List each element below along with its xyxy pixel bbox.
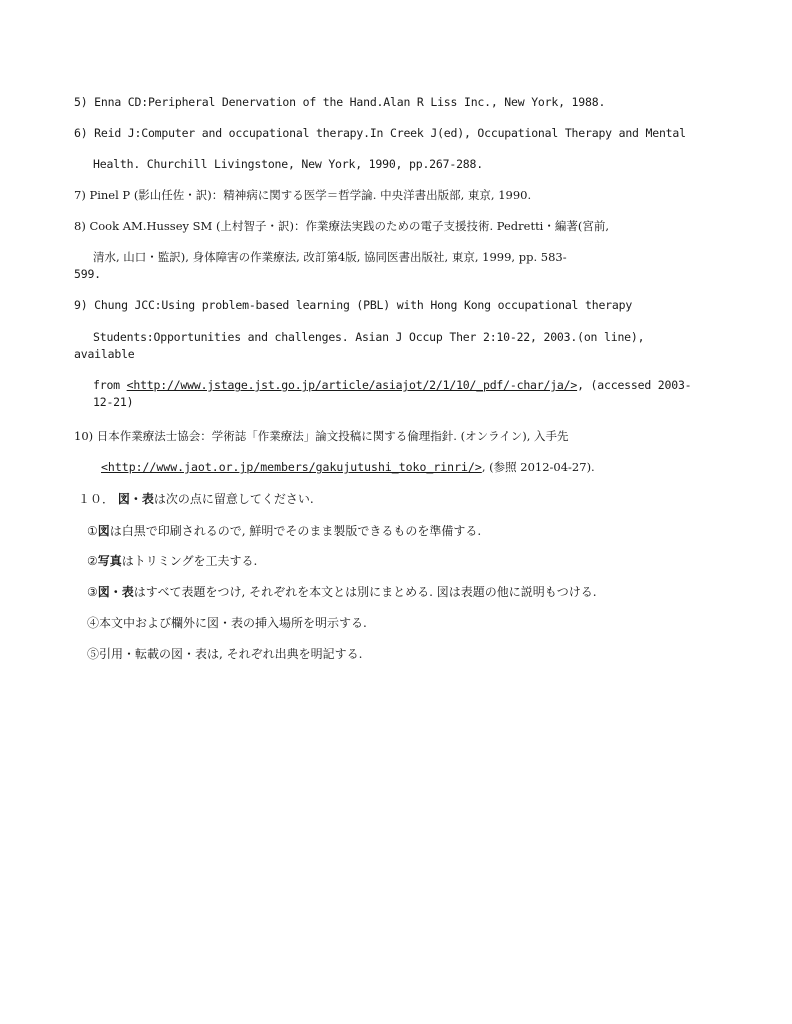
- reference-8-line-2: 清水, 山口・監訳), 身体障害の作業療法, 改訂第4版, 協同医書出版社, 東京, 1999, pp. 583-: [93, 250, 567, 264]
- jaot-link[interactable]: <http://www.jaot.or.jp/members/gakujutushi_toko_rinri/>: [101, 460, 482, 474]
- reference-8-line-3: 599.: [74, 267, 101, 281]
- reference-8-line-1: 8) Cook AM.Hussey SM (上村智子・訳)：作業療法実践のための電子支援技術. Pedretti・編著(宮前,: [74, 219, 610, 233]
- guideline-item-2: [87, 553, 257, 569]
- guideline-item-4: [87, 615, 367, 631]
- jstage-link[interactable]: <http://www.jstage.jst.go.jp/article/asiajot/2/1/10/_pdf/-char/ja/>: [126, 378, 578, 392]
- reference-9-line-3: available: [74, 347, 135, 361]
- item-text: 引用・転載の図・表は, それぞれ出典を明記する.: [99, 647, 363, 661]
- reference-9-line-1: 9) Chung JCC:Using problem-based learning (PBL) with Hong Kong occupational therapy: [74, 298, 633, 312]
- item-marker: ③: [87, 585, 98, 599]
- accessed-date: , (accessed 2003-: [577, 378, 692, 392]
- guideline-item-1: [87, 523, 481, 539]
- reference-10-line-2: [101, 459, 595, 475]
- item-marker: ①: [87, 524, 98, 538]
- reference-9-line-2: Students:Opportunities and challenges. Asian J Occup Ther 2:10-22, 2003.(on line),: [93, 330, 645, 344]
- item-bold-term: 図・表: [97, 585, 134, 599]
- item-text: はトリミングを工夫する.: [121, 554, 258, 568]
- reference-10-line-1: 10) 日本作業療法士協会：学術誌「作業療法」論文投稿に関する倫理指針. (オンライン), 入手先: [74, 429, 569, 443]
- reference-6-line-1: 6) Reid J:Computer and occupational therapy.In Creek J(ed), Occupational Therapy and Mental: [74, 126, 686, 140]
- section-bold-term: 図・表: [117, 492, 154, 506]
- url-prefix: from: [93, 378, 127, 392]
- reference-9-line-5: 12-21): [93, 395, 134, 409]
- reference-date: , (参照 2012-04-27).: [481, 460, 595, 474]
- reference-7: 7) Pinel P (影山任佐・訳)：精神病に関する医学＝哲学論. 中央洋書出版部, 東京, 1990.: [74, 188, 532, 202]
- section-10-heading: [78, 491, 314, 507]
- item-bold-term: 図: [97, 524, 110, 538]
- item-marker: ②: [87, 554, 98, 568]
- reference-6-line-2: Health. Churchill Livingstone, New York, 1990, pp.267-288.: [93, 157, 483, 171]
- section-number: １０．: [78, 492, 115, 506]
- item-marker: ⑤: [87, 647, 100, 661]
- item-text: は白黒で印刷されるので, 鮮明でそのまま製版できるものを準備する.: [109, 524, 482, 538]
- item-text: はすべて表題をつけ, それぞれを本文とは別にまとめる. 図は表題の他に説明もつける.: [133, 585, 597, 599]
- guideline-item-3: [87, 584, 597, 600]
- section-heading-text: は次の点に留意してください.: [153, 492, 314, 506]
- item-text: 本文中および欄外に図・表の挿入場所を明示する.: [99, 616, 367, 630]
- item-bold-term: 写真: [97, 554, 122, 568]
- guideline-item-5: [87, 646, 362, 662]
- item-marker: ④: [87, 616, 100, 630]
- reference-9-line-4: [93, 377, 691, 393]
- reference-5: 5) Enna CD:Peripheral Denervation of the Hand.Alan R Liss Inc., New York, 1988.: [74, 95, 606, 109]
